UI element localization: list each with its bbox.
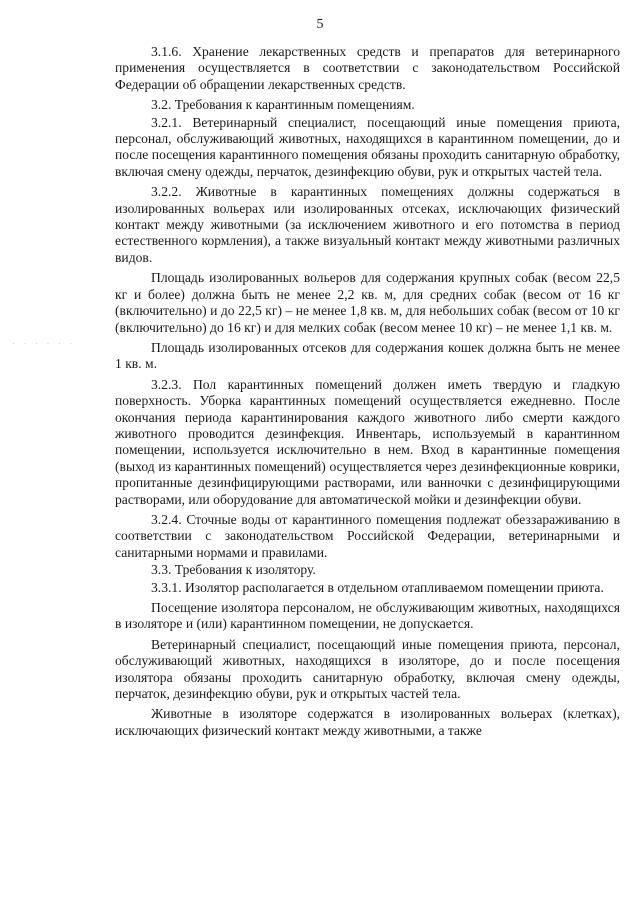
heading-3-2: 3.2. Требования к карантинным помещениям.	[151, 97, 415, 113]
paragraph-3-2-1: 3.2.1. Ветеринарный специалист, посещающий иные помещения приюта, персонал, обслуживающий животных, находящихся в карантинном помещении, до и после посещения карантинного помещения обязаны проходить санитарную обработку, включая смену одежды, перчаток, дезинфекцию обуви, рук и открытых частей тела.	[115, 114, 620, 179]
page-number: 5	[316, 17, 324, 32]
paragraph-3-1-6: 3.1.6. Хранение лекарственных средств и препаратов для ветеринарного применения осуществляется в соответствии с законодательством Российской Федерации об обращении лекарственных средств.	[115, 44, 620, 92]
paragraph-3-2-2: 3.2.2. Животные в карантинных помещениях должны содержаться в изолированных вольерах или изолированных отсеках, исключающих физический контакт между животными (за исключением животного и его потомства в период естественного кормления), а также визуальный контакт между животными различных видов.	[115, 184, 620, 265]
paragraph-isolator-visit-ban: Посещение изолятора персоналом, не обслуживающим животных, находящихся в изоляторе и (или) карантинном помещении, не допускается.	[115, 600, 620, 632]
paragraph-3-2-3: 3.2.3. Пол карантинных помещений должен иметь твердую и гладкую поверхность. Уборка карантинных помещений осуществляется ежедневно. После окончания периода карантинирования каждого животного либо смерти каждого животного проводится дезинфекция. Инвентарь, используемый в карантинном помещении, используется исключительно в нем. Вход в карантинные помещения (выход из карантинных помещений) осуществляется через дезинфекционные коврики, пропитанные дезинфицирующими растворами, или ванночки с дезинфицирующими растворами, или оборудование для автоматической мойки и дезинфекции обуви.	[115, 376, 620, 507]
paragraph-dog-enclosure-area: Площадь изолированных вольеров для содержания крупных собак (весом 22,5 кг и более) должна быть не менее 2,2 кв. м, для средних собак (весом от 16 кг (включительно) и до 22,5 кг) – не менее 1,8 кв. м, для небольших собак (весом от 10 кг (включительно) до 16 кг) и для мелких собак (весом менее 10 кг) – не менее 1,1 кв. м.	[115, 270, 620, 335]
scan-edge-mark: · · · · · ·	[12, 338, 76, 348]
heading-3-3: 3.3. Требования к изолятору.	[151, 562, 316, 578]
document-body	[115, 44, 620, 743]
paragraph-cat-compartment-area: Площадь изолированных отсеков для содержания кошек должна быть не менее 1 кв. м.	[115, 339, 620, 372]
paragraph-isolator-sanitization: Ветеринарный специалист, посещающий иные помещения приюта, персонал, обслуживающий животных, находящихся в изоляторе, до и после посещения изолятора обязаны проходить санитарную обработку, включая смену одежды, перчаток, дезинфекцию обуви, рук и открытых частей тела.	[115, 636, 620, 702]
paragraph-3-2-4: 3.2.4. Сточные воды от карантинного помещения подлежат обеззараживанию в соответствии с законодательством Российской Федерации, ветеринарными и санитарными нормами и правилами.	[115, 511, 620, 560]
paragraph-3-3-1: 3.3.1. Изолятор располагается в отдельном отапливаемом помещении приюта.	[151, 579, 604, 595]
paragraph-isolator-housing: Животные в изоляторе содержатся в изолированных вольерах (клетках), исключающих физический контакт между животными, а также	[115, 706, 620, 738]
